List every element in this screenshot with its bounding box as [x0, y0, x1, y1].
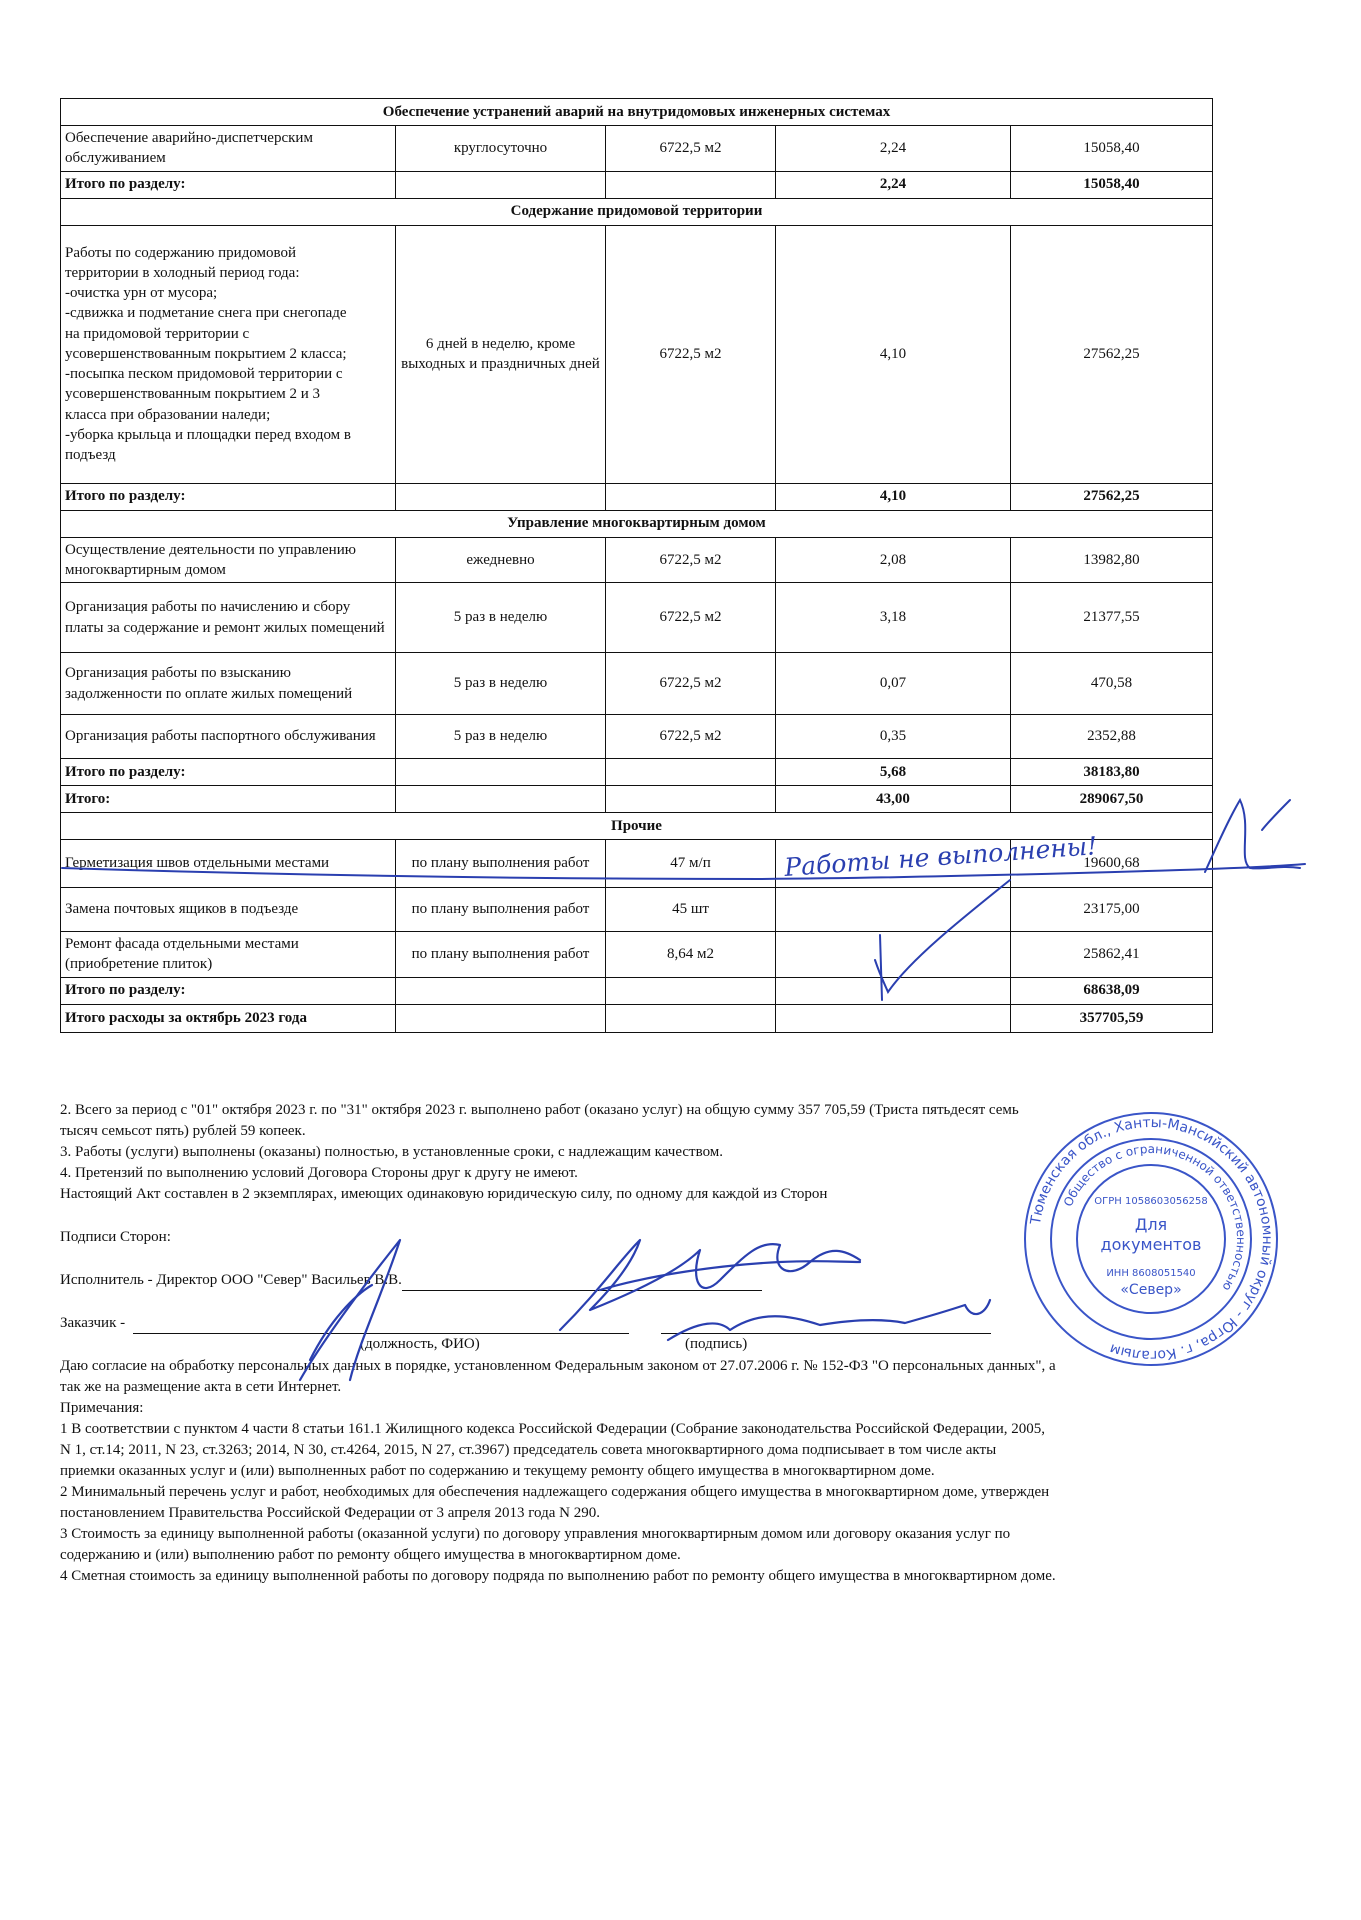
area: 6722,5 м2	[606, 126, 776, 172]
work-line: усовершенствованным покрытием 2 и 3	[65, 386, 321, 403]
total-sum: 27562,25	[1011, 483, 1213, 510]
work-line: -уборка крыльца и площадки перед входом в	[65, 426, 351, 443]
area: 6722,5 м2	[606, 653, 776, 715]
rate	[776, 932, 1011, 978]
total-rate: 4,10	[776, 483, 1011, 510]
table-row	[61, 126, 1213, 172]
frequency: по плану выполнения работ	[396, 888, 606, 932]
table-row	[61, 840, 1213, 888]
grand-total-row	[61, 786, 1213, 813]
area: 8,64 м2	[606, 932, 776, 978]
work-line: Работы по содержанию придомовой	[65, 244, 297, 261]
work-name: Осуществление деятельности по управлению многоквартирным домом	[61, 537, 396, 583]
note-3b: содержанию и (или) выполнению работ по ремонту общего имущества в многоквартирном доме.	[60, 1547, 681, 1563]
final-total-label: Итого расходы за октябрь 2023 года	[61, 1004, 396, 1032]
paragraph-total: 2. Всего за период с "01" октября 2023 г. по "31" октября 2023 г. выполнено работ (оказано услуг) на общую сумму 357 705,59 (Триста пятьдесят семь	[60, 1102, 1019, 1118]
stamp-inner-text: Общество с ограниченной ответственностью	[1060, 1141, 1249, 1294]
final-total-sum: 357705,59	[1011, 1004, 1213, 1032]
note-1c: приемки оказанных услуг и (или) выполненных работ по содержанию и текущему ремонту общего имущества в многоквартирном доме.	[60, 1463, 935, 1479]
margin-signature-flourish	[1262, 800, 1290, 830]
section-total-row	[61, 483, 1213, 510]
total-label: Итого по разделу:	[61, 759, 396, 786]
section-total-row	[61, 171, 1213, 198]
executor-signature-line	[402, 1276, 762, 1291]
section-total-row	[61, 977, 1213, 1004]
work-line: территории в холодный период года:	[65, 264, 300, 281]
customer-label: Заказчик -	[60, 1315, 126, 1331]
frequency: 5 раз в неделю	[396, 653, 606, 715]
paragraph-quality: 3. Работы (услуги) выполнены (оказаны) полностью, в установленные сроки, с надлежащим качеством.	[60, 1144, 724, 1160]
section-header	[61, 198, 1213, 225]
total-sum: 68638,09	[1011, 977, 1213, 1004]
services-table	[60, 98, 1213, 1033]
work-line: усовершенствованным покрытием 2 класса;	[65, 345, 347, 362]
grand-total-sum: 289067,50	[1011, 786, 1213, 813]
customer-signature-line	[661, 1319, 991, 1334]
work-line: подъезд	[65, 447, 116, 464]
note-1a: 1 В соответствии с пунктом 4 части 8 статьи 161.1 Жилищного кодекса Российской Федерации (Собрание законодательства Российской Федерации, 2005,	[60, 1421, 1045, 1437]
section-header	[61, 510, 1213, 537]
work-name	[61, 225, 396, 483]
section-total-row	[61, 759, 1213, 786]
frequency: 5 раз в неделю	[396, 583, 606, 653]
rate: 4,10	[776, 225, 1011, 483]
table-row	[61, 932, 1213, 978]
area: 45 шт	[606, 888, 776, 932]
grand-total-label: Итого:	[61, 786, 396, 813]
area: 6722,5 м2	[606, 583, 776, 653]
sum: 27562,25	[1011, 225, 1213, 483]
work-line: -очистка урн от мусора;	[65, 285, 218, 302]
consent-line-1: Даю согласие на обработку персональных данных в порядке, установленном Федеральным законом от 27.07.2006 г. № 152-ФЗ "О персональных данных", а	[60, 1358, 1056, 1374]
total-sum: 15058,40	[1011, 171, 1213, 198]
table-row	[61, 537, 1213, 583]
total-sum: 38183,80	[1011, 759, 1213, 786]
notes-title: Примечания:	[60, 1400, 144, 1416]
executor-label: Исполнитель - Директор ООО "Север" Васильев В.В.	[60, 1272, 402, 1288]
table-row	[61, 888, 1213, 932]
paragraph-copies: Настоящий Акт составлен в 2 экземплярах, имеющих одинаковую юридическую силу, по одному для каждой из Сторон	[60, 1186, 828, 1202]
note-3a: 3 Стоимость за единицу выполненной работы (оказанной услуги) по договору управления многоквартирным домом или договору оказания услуг по	[60, 1526, 1011, 1542]
margin-signature	[1205, 800, 1300, 872]
frequency: 5 раз в неделю	[396, 715, 606, 759]
area: 6722,5 м2	[606, 537, 776, 583]
grand-total-rate: 43,00	[776, 786, 1011, 813]
work-name: Ремонт фасада отдельными местами (приобретение плиток)	[61, 932, 396, 978]
customer-position-line	[133, 1319, 629, 1334]
area: 6722,5 м2	[606, 715, 776, 759]
handwritten-note: Работы не выполнены!	[783, 831, 1099, 882]
note-2a: 2 Минимальный перечень услуг и работ, необходимых для обеспечения надлежащего содержания общего имущества в многоквартирном доме, утвержден	[60, 1484, 1050, 1500]
signatures-label: Подписи Сторон:	[60, 1229, 171, 1245]
rate: 2,24	[776, 126, 1011, 172]
caption-position: (должность, ФИО)	[360, 1336, 480, 1352]
frequency: ежедневно	[396, 537, 606, 583]
sum: 470,58	[1011, 653, 1213, 715]
rate: 0,07	[776, 653, 1011, 715]
total-label: Итого по разделу:	[61, 977, 396, 1004]
rate: 0,35	[776, 715, 1011, 759]
sum: 13982,80	[1011, 537, 1213, 583]
rate	[776, 840, 1011, 888]
stamp-center-2: документов	[1100, 1235, 1202, 1254]
table-row	[61, 225, 1213, 483]
sum: 2352,88	[1011, 715, 1213, 759]
work-line: -посыпка песком придомовой территории с	[65, 366, 343, 383]
table-row	[61, 583, 1213, 653]
frequency: по плану выполнения работ	[396, 840, 606, 888]
work-line: на придомовой территории с	[65, 325, 250, 342]
final-total-row	[61, 1004, 1213, 1032]
table-row	[61, 715, 1213, 759]
work-name: Организация работы по взысканию задолженности по оплате жилых помещений	[61, 653, 396, 715]
paragraph-total-cont: тысяч семьсот пять) рублей 59 копеек.	[60, 1123, 306, 1139]
stamp-ogrn: ОГРН 1058603056258	[1094, 1196, 1208, 1207]
section-title: Содержание придомовой территории	[61, 198, 1213, 225]
rate	[776, 888, 1011, 932]
total-label: Итого по разделу:	[61, 483, 396, 510]
stamp-center-1: Для	[1134, 1215, 1168, 1234]
company-stamp	[1020, 1108, 1282, 1370]
total-label: Итого по разделу:	[61, 171, 396, 198]
rate: 2,08	[776, 537, 1011, 583]
sum: 25862,41	[1011, 932, 1213, 978]
frequency: круглосуточно	[396, 126, 606, 172]
stamp-ring-text: Тюменская обл., Ханты-Мансийский автономный округ - Югра, г. Когалым	[1027, 1114, 1276, 1364]
sum: 15058,40	[1011, 126, 1213, 172]
paragraph-claims: 4. Претензий по выполнению условий Договора Стороны друг к другу не имеют.	[60, 1165, 578, 1181]
work-name: Организация работы паспортного обслуживания	[61, 715, 396, 759]
frequency: 6 дней в неделю, кроме выходных и праздничных дней	[396, 225, 606, 483]
sum: 21377,55	[1011, 583, 1213, 653]
note-2b: постановлением Правительства Российской Федерации от 3 апреля 2013 года N 290.	[60, 1505, 600, 1521]
area: 47 м/п	[606, 840, 776, 888]
note-1b: N 1, ст.14; 2011, N 23, ст.3263; 2014, N 30, ст.4264, 2015, N 27, ст.3967) председатель совета многоквартирного дома подписывает в том числе акты	[60, 1442, 997, 1458]
work-name: Герметизация швов отдельными местами	[61, 840, 396, 888]
stamp-name: «Север»	[1120, 1282, 1182, 1298]
sum: 23175,00	[1011, 888, 1213, 932]
section-title: Обеспечение устранений аварий на внутридомовых инженерных системах	[61, 99, 1213, 126]
caption-signature: (подпись)	[685, 1336, 748, 1352]
work-line: класса при образовании наледи;	[65, 406, 271, 423]
work-line: -сдвижка и подметание снега при снегопаде	[65, 305, 347, 322]
note-4: 4 Сметная стоимость за единицу выполненной работы по договору подряда по выполнению работ по ремонту общего имущества в многоквартирном доме.	[60, 1568, 1056, 1584]
sum: 19600,68	[1011, 840, 1213, 888]
total-rate: 5,68	[776, 759, 1011, 786]
work-name: Организация работы по начислению и сбору платы за содержание и ремонт жилых помещений	[61, 583, 396, 653]
work-name: Замена почтовых ящиков в подъезде	[61, 888, 396, 932]
work-name: Обеспечение аварийно-диспетчерским обслуживанием	[61, 126, 396, 172]
total-rate: 2,24	[776, 171, 1011, 198]
consent-line-2: так же на размещение акта в сети Интернет.	[60, 1379, 342, 1395]
section-title: Управление многоквартирным домом	[61, 510, 1213, 537]
area: 6722,5 м2	[606, 225, 776, 483]
frequency: по плану выполнения работ	[396, 932, 606, 978]
section-header	[61, 813, 1213, 840]
section-title: Прочие	[61, 813, 1213, 840]
section-header	[61, 99, 1213, 126]
table-row	[61, 653, 1213, 715]
stamp-inn: ИНН 8608051540	[1106, 1268, 1196, 1279]
rate: 3,18	[776, 583, 1011, 653]
